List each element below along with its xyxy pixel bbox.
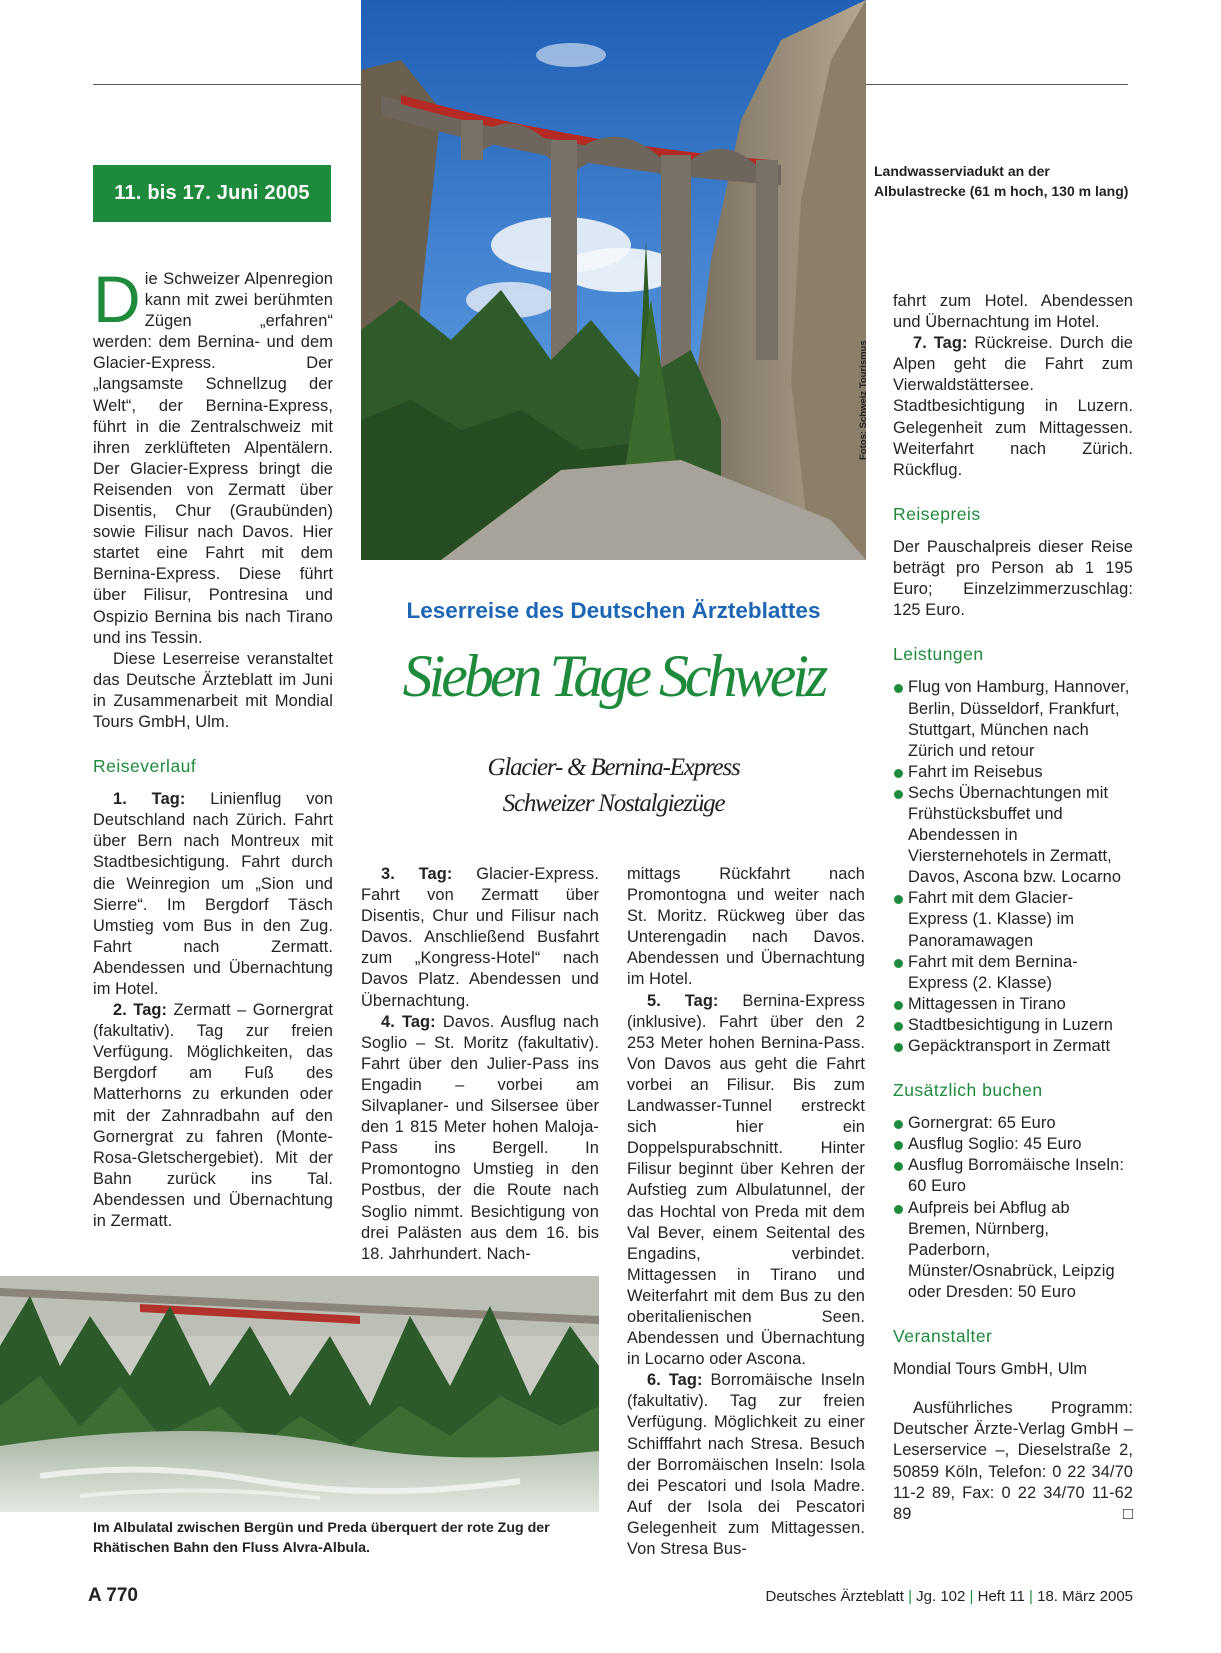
- photo-credit: Fotos: Schweiz Tourismus: [858, 340, 869, 460]
- footer-separator: |: [1029, 1588, 1033, 1605]
- journal-volume: Jg. 102: [916, 1588, 966, 1605]
- journal-footer: [765, 1588, 1133, 1605]
- date-banner: [93, 165, 331, 222]
- list-item: Ausflug Borromäische Inseln: 60 Euro: [893, 1155, 1133, 1197]
- viaduct-illustration: [361, 0, 866, 560]
- day-4-label: 4. Tag:: [381, 1012, 436, 1031]
- list-item: Sechs Übernachtungen mit Frühstücksbuffet und Abendessen in Viersternehotels in Zermatt, Davos, Ascona bzw. Locarno: [893, 783, 1133, 888]
- veranstalter-heading: Veranstalter: [893, 1326, 993, 1347]
- day-5-label: 5. Tag:: [647, 991, 719, 1010]
- headline-subtitle-1: Glacier- & Bernina-Express: [487, 754, 740, 781]
- leistungen-list: [893, 677, 1133, 1057]
- day-2-label: 2. Tag:: [113, 1001, 168, 1020]
- list-item: Mittagessen in Tirano: [893, 994, 1133, 1015]
- day-5-paragraph: [627, 991, 865, 1371]
- day-3-text: Glacier-Express. Fahrt von Zermatt über Disentis, Chur und Filisur nach Davos. Anschließend Busfahrt zum „Kongress-Hotel“ nach Davos Platz. Abendessen und Übernachtung.: [361, 865, 599, 1010]
- leistungen-heading: Leistungen: [893, 644, 984, 665]
- day-4-paragraph: [361, 1012, 599, 1265]
- albulatal-caption: Im Albulatal zwischen Bergün und Preda überquert der rote Zug der Rhätischen Bahn den Fluss Alvra-Albula.: [93, 1520, 550, 1556]
- column-3: [627, 864, 865, 1560]
- day-6-text: Borromäische Inseln (fakultativ). Tag zur freien Verfügung. Möglichkeit zu einer Schifffahrt nach Stresa. Besuch der Borromäischen Inseln: Isola dei Pescatori und Isola Madre. Auf der Isola dei Pescatori Gelegenheit zum Mittagessen. Von Stresa Bus-: [627, 1371, 865, 1558]
- list-item: Flug von Hamburg, Hannover, Berlin, Düsseldorf, Frankfurt, Stuttgart, München nach Zürich und retour: [893, 677, 1133, 761]
- day-3-paragraph: [361, 864, 599, 1012]
- albulatal-illustration: [0, 1276, 599, 1512]
- list-item: Fahrt mit dem Glacier-Express (1. Klasse) im Panoramawagen: [893, 888, 1133, 951]
- journal-date: 18. März 2005: [1037, 1588, 1133, 1605]
- day-7-label: 7. Tag:: [913, 334, 968, 353]
- date-banner-text: 11. bis 17. Juni 2005: [114, 182, 310, 204]
- reiseverlauf-heading: Reiseverlauf: [93, 756, 197, 777]
- footer-separator: |: [908, 1588, 912, 1605]
- day-6-continued: fahrt zum Hotel. Abendessen und Übernachtung im Hotel.: [893, 292, 1133, 332]
- footer-separator: |: [969, 1588, 974, 1605]
- programm-paragraph: [893, 1398, 1133, 1525]
- list-item: Aufpreis bei Abflug ab Bremen, Nürnberg, Paderborn, Münster/Osnabrück, Leipzig oder Dresden: 50 Euro: [893, 1198, 1133, 1303]
- intro-text: ie Schweizer Alpenregion kann mit zwei berühmten Zügen „erfahren“ werden: dem Bernina- und dem Glacier-Express. Der „langsamste Schnellzug der Welt“, der Bernina-Express, führt in die Zentralschweiz mit ihren zerklüfteten Alpentälern. Der Glacier-Express bringt die Reisenden von Zermatt über Disentis, Chur (Graubünden) sowie Filisur nach Davos. Hier startet eine Fahrt mit dem Bernina-Express. Diese führt über Filisur, Pontresina und Ospizio Bernina bis nach Tirano und ins Tessin.: [93, 270, 333, 647]
- list-item: Fahrt im Reisebus: [893, 762, 1133, 783]
- list-item: Ausflug Soglio: 45 Euro: [893, 1134, 1133, 1155]
- day-1-label: 1. Tag:: [113, 790, 186, 809]
- zusaetzlich-heading: Zusätzlich buchen: [893, 1080, 1043, 1101]
- column-2: [361, 864, 599, 1265]
- day-7-paragraph: [893, 333, 1133, 481]
- headline-subtitle-2: Schweizer Nostalgiezüge: [502, 790, 725, 817]
- day-4-continued: mittags Rückfahrt nach Promontogna und weiter nach St. Moritz. Rückweg über das Unterengadin nach Davos. Abendessen und Übernachtung im Hotel.: [627, 865, 865, 989]
- top-rule-right: [866, 84, 1128, 85]
- headline-kicker: Leserreise des Deutschen Ärzteblattes: [406, 598, 821, 623]
- day-3-label: 3. Tag:: [381, 865, 453, 883]
- list-item: Gornergrat: 65 Euro: [893, 1113, 1133, 1134]
- headline-title: Sieben Tage Schweiz: [402, 643, 825, 709]
- reisepreis-text: Der Pauschalpreis dieser Reise beträgt pro Person ab 1 195 Euro; Einzelzimmerzuschlag: 125 Euro.: [893, 537, 1133, 620]
- viaduct-photo: [361, 0, 866, 560]
- list-item: Stadtbesichtigung in Luzern: [893, 1015, 1133, 1036]
- day-1-paragraph: [93, 789, 333, 1000]
- viaduct-caption: Landwasserviadukt an der Albulastrecke (61 m hoch, 130 m lang): [874, 163, 1129, 199]
- day-2-text: Zermatt – Gornergrat (fakultativ). Tag zur freien Verfügung. Möglichkeiten, das Bergdorf am Fuß des Matterhorns zu erkunden oder mit der Zahnradbahn auf den Gornergrat zu fahren (Monte-Rosa-Gletschergebiet). Mit der Bahn zurück ins Tal. Abendessen und Übernachtung in Zermatt.: [93, 1001, 333, 1231]
- intro-paragraph: [93, 262, 333, 649]
- end-mark: □: [1123, 1504, 1133, 1523]
- journal-issue: Heft 11: [977, 1588, 1025, 1605]
- column-1: [93, 262, 333, 1232]
- page-number: A 770: [88, 1585, 138, 1606]
- reisepreis-heading: Reisepreis: [893, 503, 981, 524]
- journal-name: Deutsches Ärzteblatt: [765, 1588, 904, 1605]
- albulatal-photo: [0, 1276, 599, 1512]
- programm-text: Ausführliches Programm: Deutscher Ärzte-Verlag GmbH – Leserservice –, Dieselstraße 2, 50859 Köln, Telefon: 0 22 34/70 11-2 89, Fax: 0 22 34/70 11-62 89: [893, 1399, 1133, 1523]
- day-2-paragraph: [93, 1000, 333, 1232]
- day-7-text: Rückreise. Durch die Alpen geht die Fahrt zum Vierwaldstättersee. Stadtbesichtigung in Luzern. Gelegenheit zum Mittagessen. Weiterfahrt nach Zürich. Rückflug.: [893, 334, 1133, 479]
- intro-paragraph-2: Diese Leserreise veranstaltet das Deutsche Ärzteblatt im Juni in Zusammenarbeit mit Mondial Tours GmbH, Ulm.: [93, 649, 333, 731]
- day-1-text: Linienflug von Deutschland nach Zürich. Fahrt über Bern nach Montreux mit Stadtbesichtigung. Fahrt durch die Weinregion um „Sion und Sierre“. Im Bergdorf Täsch Umstieg vom Bus in den Zug. Fahrt nach Zermatt. Abendessen und Übernachtung im Hotel.: [93, 790, 333, 998]
- day-6-label: 6. Tag:: [647, 1371, 703, 1390]
- day-4-text: Davos. Ausflug nach Soglio – St. Moritz (fakultativ). Fahrt über den Julier-Pass ins Engadin – vorbei am Silvaplaner- und Silsersee über den 1 815 Meter hohen Maloja-Pass ins Bergell. In Promontogno Umstieg in den Postbus, der die Route nach Soglio nimmt. Besichtigung von drei Palästen aus dem 16. bis 18. Jahrhundert. Nach-: [361, 1012, 599, 1263]
- day-5-text: Bernina-Express (inklusive). Fahrt über den 2 253 Meter hohen Bernina-Pass. Von Davos aus geht die Fahrt vorbei an Filisur. Bis zum Landwasser-Tunnel erstreckt sich hier ein Doppelspurabschnitt. Hinter Filisur beginnt über Kehren der Aufstieg zum Albulatunnel, der das Hochtal von Preda mit dem Val Bever, einem Seitental des Engadins, verbindet. Mittagessen in Tirano und Weiterfahrt mit dem Bus zu den oberitalienischen Seen. Abendessen und Übernachtung in Locarno oder Ascona.: [627, 991, 865, 1369]
- top-rule-left: [93, 84, 361, 85]
- day-6-paragraph: [627, 1370, 865, 1560]
- veranstalter-text: Mondial Tours GmbH, Ulm: [893, 1360, 1088, 1379]
- drop-cap: D: [93, 262, 141, 336]
- column-4: [893, 291, 1133, 1525]
- list-item: Gepäcktransport in Zermatt: [893, 1036, 1133, 1057]
- list-item: Fahrt mit dem Bernina-Express (2. Klasse): [893, 952, 1133, 994]
- zusaetzlich-list: [893, 1113, 1133, 1303]
